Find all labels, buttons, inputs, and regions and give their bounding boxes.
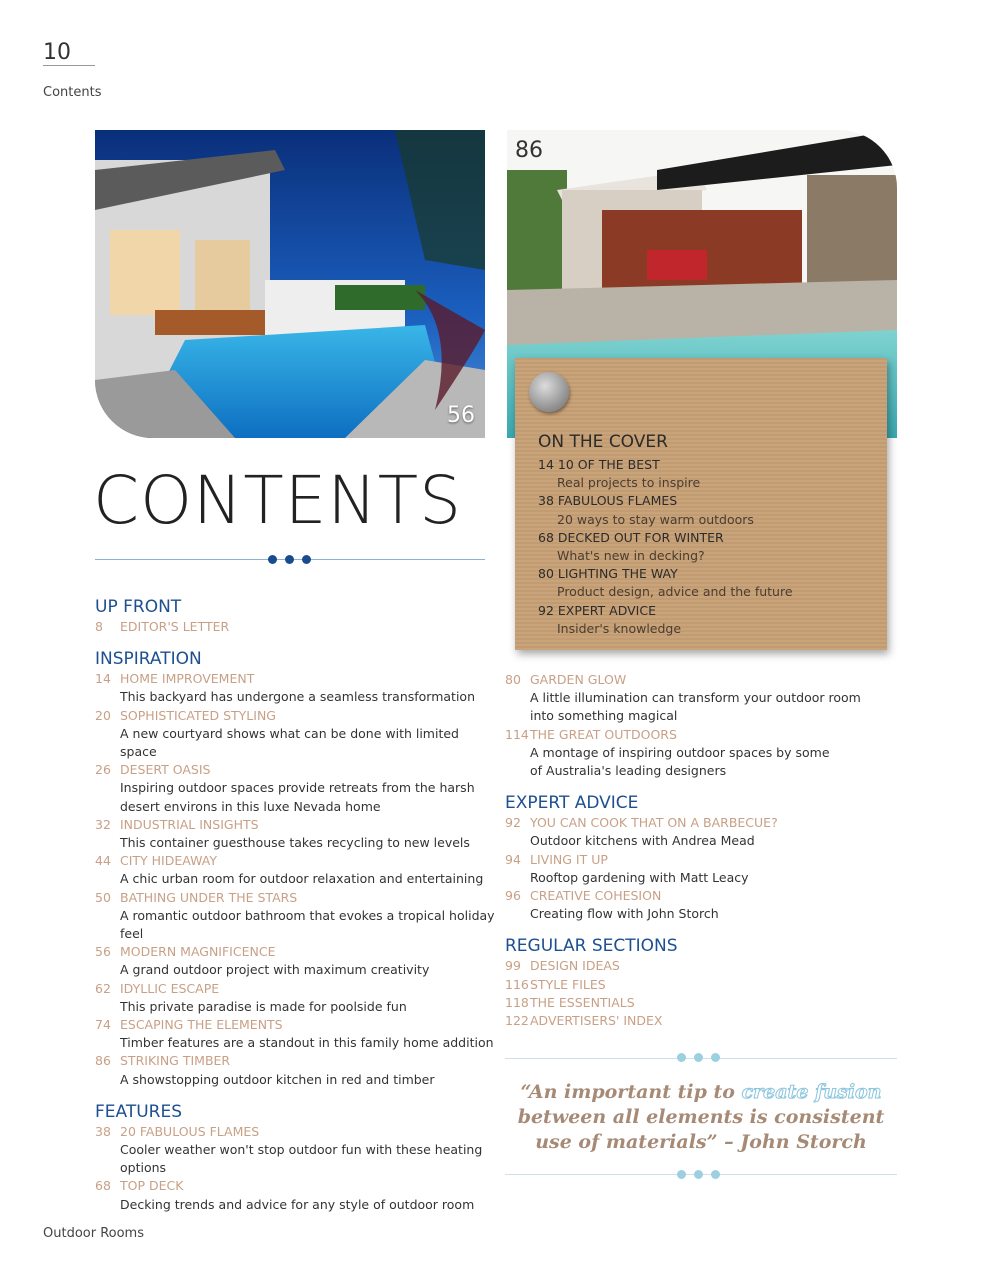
contents-section [505, 935, 900, 1030]
section-label: Contents [43, 85, 102, 100]
photo-night-pool [95, 130, 485, 438]
contents-section [505, 792, 900, 923]
entry-title: THE GREAT OUTDOORS [530, 726, 677, 742]
entry-title: DESIGN IDEAS [530, 958, 620, 974]
quote-text [505, 1080, 897, 1155]
entry-title-line [505, 994, 900, 1012]
entry-title-line [505, 976, 900, 994]
cover-item[interactable] [538, 492, 878, 528]
contents-entry[interactable] [95, 1123, 495, 1178]
contents-entry[interactable] [95, 889, 495, 944]
contents-entry[interactable] [505, 814, 900, 850]
entry-title-line [95, 943, 495, 961]
contents-entry[interactable] [505, 887, 900, 923]
entry-page-number: 20 [95, 707, 111, 723]
entry-page-number: 116 [505, 976, 529, 992]
entry-description: A grand outdoor project with maximum creativity [120, 962, 430, 978]
night-pool-illustration [95, 130, 485, 438]
entry-title: BATHING UNDER THE STARS [120, 889, 298, 905]
cover-item[interactable] [538, 565, 878, 601]
page-number-rule [43, 65, 95, 66]
photo-page-number: 56 [447, 403, 475, 428]
quote-text-part: between all elements is consistent use of materials” – John Storch [517, 1106, 885, 1153]
cover-item[interactable] [538, 602, 878, 638]
entry-description: Timber features are a standout in this family home addition [120, 1035, 494, 1051]
entry-description: Rooftop gardening with Matt Leacy [530, 869, 749, 885]
photo-page-number: 86 [515, 138, 543, 163]
entry-page-number: 94 [505, 851, 521, 867]
cover-item-title: 80 LIGHTING THE WAY [538, 566, 678, 582]
entry-description: A romantic outdoor bathroom that evokes a tropical holiday feel [120, 907, 495, 942]
contents-entry[interactable] [95, 761, 495, 816]
entry-title-line [95, 670, 495, 688]
entry-page-number: 86 [95, 1053, 111, 1069]
contents-entry[interactable] [505, 851, 900, 887]
entry-page-number: 74 [95, 1017, 111, 1033]
entry-page-number: 118 [505, 994, 529, 1010]
cover-item-subtitle: Product design, advice and the future [557, 584, 793, 600]
contents-section [95, 648, 495, 1089]
contents-entry[interactable] [95, 1052, 495, 1088]
entry-title-line [95, 852, 495, 870]
entry-title: CITY HIDEAWAY [120, 853, 218, 869]
entry-title: STYLE FILES [530, 976, 606, 992]
entry-description: A new courtyard shows what can be done with limited space [120, 725, 459, 760]
entry-description: into something magical [530, 708, 678, 724]
entry-title: EDITOR'S LETTER [120, 619, 230, 634]
entry-title: DESERT OASIS [120, 762, 211, 778]
cover-item-title: 68 DECKED OUT FOR WINTER [538, 529, 724, 545]
section-heading: EXPERT ADVICE [505, 793, 639, 814]
entry-title-line [505, 887, 900, 905]
on-the-cover-panel [515, 358, 887, 650]
entry-title: LIVING IT UP [530, 851, 608, 867]
entry-title-line [95, 816, 495, 834]
entry-page-number: 99 [505, 958, 521, 974]
entry-title-line [95, 980, 495, 998]
entry-page-number: 14 [95, 671, 111, 687]
entry-page-number: 50 [95, 889, 111, 905]
entry-title-line [505, 726, 900, 744]
cover-item-subtitle: 20 ways to stay warm outdoors [557, 511, 754, 527]
contents-title: CONTENTS [93, 462, 463, 539]
entry-description: Outdoor kitchens with Andrea Mead [530, 833, 755, 849]
entry-title: THE ESSENTIALS [530, 994, 635, 1010]
section-heading: REGULAR SECTIONS [505, 936, 678, 957]
cover-item-title: 14 10 OF THE BEST [538, 457, 660, 472]
pushpin-icon [529, 372, 569, 412]
section-heading: UP FRONT [95, 597, 182, 617]
contents-column-left [95, 596, 495, 1226]
contents-entry[interactable] [95, 816, 495, 852]
cover-item-subtitle: Real projects to inspire [557, 475, 701, 491]
cover-item-subtitle: Insider's knowledge [557, 620, 682, 636]
entry-title-line [505, 957, 900, 975]
entry-title-line [95, 618, 495, 636]
contents-entry[interactable] [95, 670, 495, 706]
entry-title-line [95, 889, 495, 907]
entry-description: of Australia's leading designers [530, 763, 727, 779]
cover-item[interactable] [538, 456, 878, 492]
cover-item-title: 38 FABULOUS FLAMES [538, 493, 678, 509]
entry-page-number: 92 [505, 815, 521, 831]
entry-description: Decking trends and advice for any style of outdoor room [120, 1196, 475, 1212]
entry-description: A little illumination can transform your outdoor room [530, 690, 861, 706]
contents-section [95, 596, 495, 636]
entry-title: HOME IMPROVEMENT [120, 671, 255, 687]
contents-entry[interactable] [505, 994, 900, 1012]
entry-title-line [95, 707, 495, 725]
section-heading: FEATURES [95, 1101, 183, 1122]
entry-description: This private paradise is made for poolside fun [120, 998, 407, 1014]
entry-description: A montage of inspiring outdoor spaces by some [530, 744, 830, 760]
entry-title: IDYLLIC ESCAPE [120, 980, 220, 996]
contents-column-right [505, 671, 900, 1042]
on-the-cover-title: ON THE COVER [538, 432, 668, 452]
quote-dots-top [677, 1053, 720, 1062]
entry-description: Cooler weather won't stop outdoor fun with these heating options [120, 1142, 483, 1176]
entry-title-line [95, 1016, 495, 1034]
pull-quote [505, 1058, 897, 1176]
entry-description: This container guesthouse takes recycling to new levels [120, 835, 470, 851]
quote-highlight: create fusion [741, 1081, 882, 1103]
contents-entry[interactable] [95, 707, 495, 762]
entry-title: TOP DECK [120, 1178, 184, 1194]
page-number: 10 [43, 40, 71, 65]
contents-section [505, 671, 900, 780]
contents-entry[interactable] [95, 852, 495, 888]
entry-title: INDUSTRIAL INSIGHTS [120, 816, 259, 832]
entry-description: A chic urban room for outdoor relaxation and entertaining [120, 871, 484, 887]
contents-entry[interactable] [95, 1177, 495, 1213]
entry-title: GARDEN GLOW [530, 672, 627, 687]
contents-entry[interactable] [95, 943, 495, 979]
entry-page-number: 56 [95, 944, 111, 960]
title-dots-ornament [268, 555, 311, 564]
entry-title: MODERN MAGNIFICENCE [120, 944, 276, 960]
entry-description: A showstopping outdoor kitchen in red and timber [120, 1071, 435, 1087]
entry-page-number: 80 [505, 672, 521, 687]
entry-description: Inspiring outdoor spaces provide retreats from the harsh [120, 780, 475, 796]
entry-title-line [95, 1177, 495, 1195]
entry-description: desert environs in this luxe Nevada home [120, 798, 381, 814]
contents-entry[interactable] [505, 957, 900, 975]
entry-page-number: 122 [505, 1013, 529, 1029]
cover-item[interactable] [538, 529, 878, 565]
entry-title: 20 FABULOUS FLAMES [120, 1123, 260, 1139]
contents-entry[interactable] [505, 726, 900, 781]
entry-title: STRIKING TIMBER [120, 1053, 231, 1069]
entry-title: CREATIVE COHESION [530, 888, 662, 904]
entry-page-number: 62 [95, 980, 111, 996]
entry-title-line [95, 761, 495, 779]
contents-entry[interactable] [505, 1012, 900, 1030]
entry-title-line [505, 1012, 900, 1030]
contents-section [95, 1101, 495, 1214]
quote-dots-bottom [677, 1170, 720, 1179]
entry-title-line [95, 1052, 495, 1070]
entry-title-line [505, 814, 900, 832]
entry-page-number: 68 [95, 1178, 111, 1194]
contents-entry[interactable] [505, 976, 900, 994]
magazine-footer: Outdoor Rooms [43, 1226, 144, 1241]
quote-text-part: “An important tip to [520, 1081, 742, 1103]
contents-entry[interactable] [505, 671, 900, 726]
entry-page-number: 114 [505, 726, 529, 742]
section-heading: INSPIRATION [95, 649, 202, 670]
cover-item-subtitle: What's new in decking? [557, 548, 705, 564]
entry-title-line [505, 671, 900, 689]
entry-page-number: 44 [95, 853, 111, 869]
entry-page-number: 26 [95, 762, 111, 778]
entry-title-line [505, 851, 900, 869]
contents-entry[interactable] [95, 1016, 495, 1052]
entry-title: SOPHISTICATED STYLING [120, 707, 276, 723]
contents-entry[interactable] [95, 980, 495, 1016]
entry-description: Creating flow with John Storch [530, 906, 719, 922]
entry-page-number: 32 [95, 816, 111, 832]
entry-page-number: 96 [505, 888, 521, 904]
entry-page-number: 8 [95, 619, 103, 634]
entry-title: ESCAPING THE ELEMENTS [120, 1017, 283, 1033]
entry-page-number: 38 [95, 1123, 111, 1139]
on-the-cover-list [538, 456, 878, 638]
entry-title: ADVERTISERS' INDEX [530, 1013, 663, 1029]
entry-description: This backyard has undergone a seamless transformation [120, 689, 476, 705]
contents-entry[interactable] [95, 618, 495, 636]
cover-item-title: 92 EXPERT ADVICE [538, 602, 656, 618]
entry-title: YOU CAN COOK THAT ON A BARBECUE? [530, 815, 778, 831]
entry-title-line [95, 1123, 495, 1141]
